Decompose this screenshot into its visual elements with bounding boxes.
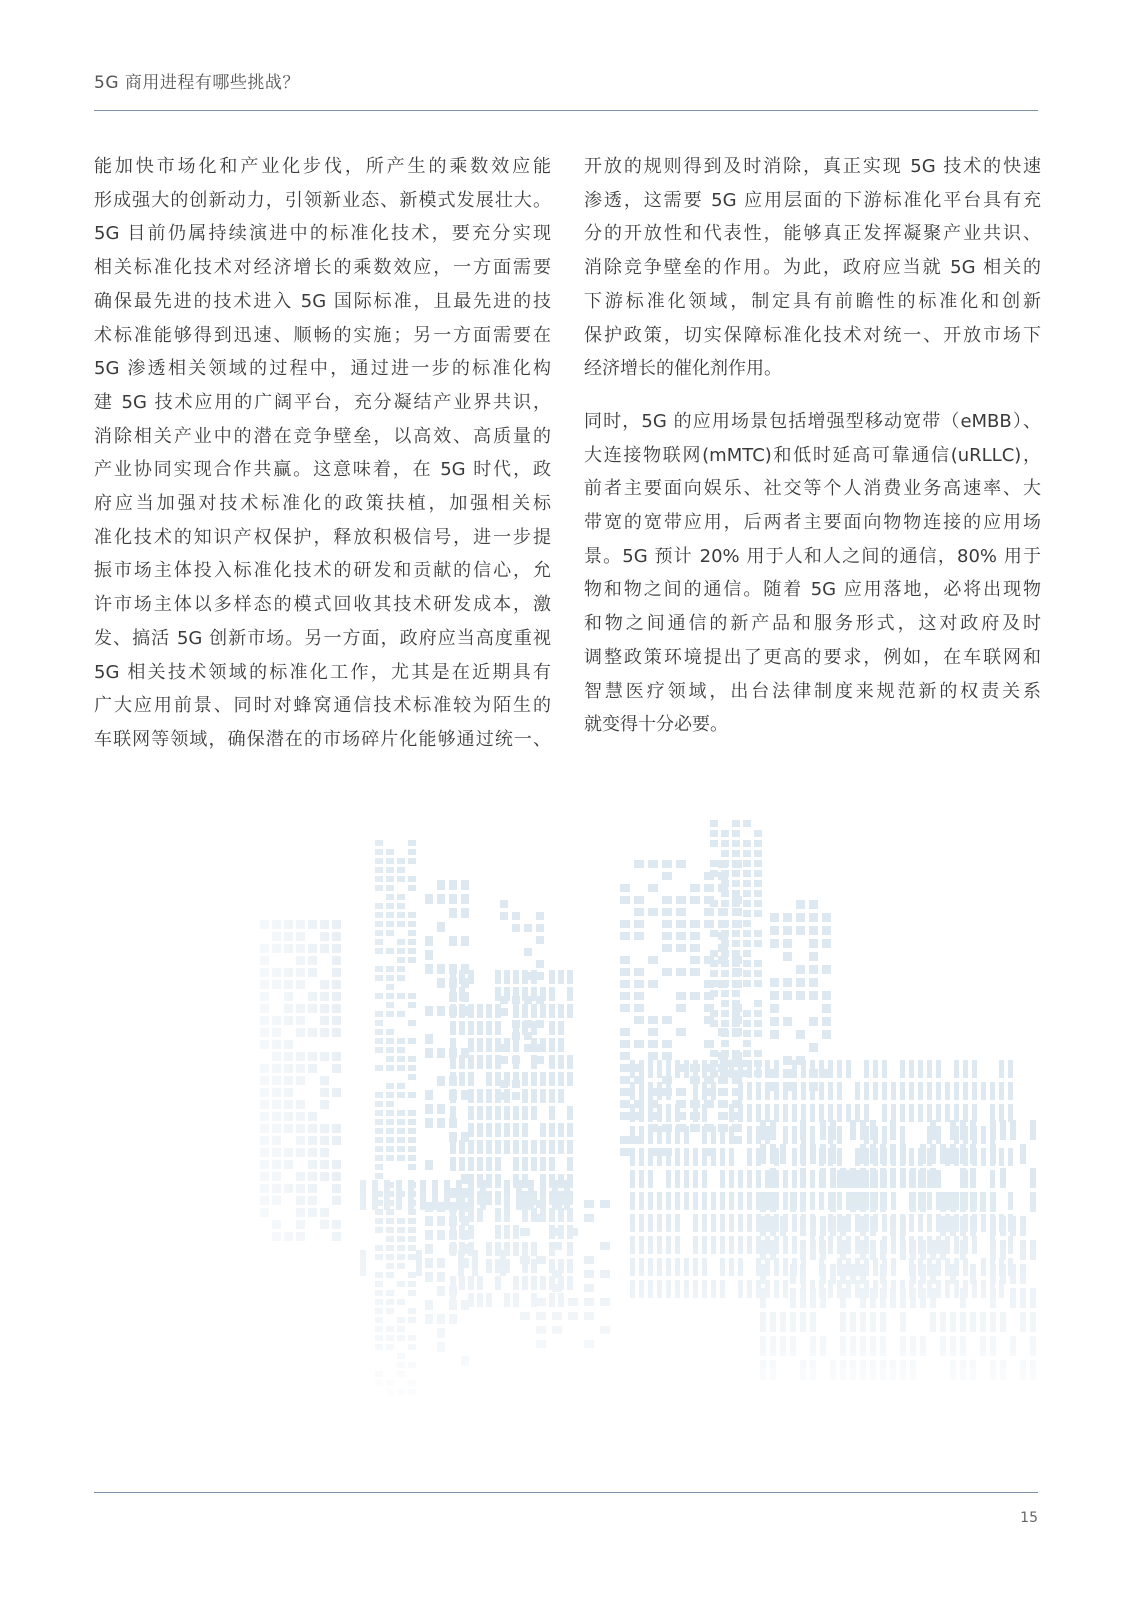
text-line: 5G 目前仍属持续演进中的标准化技术，要充分实现 (94, 223, 551, 245)
text-line: 相关标准化技术对经济增长的乘数效应，一方面需要 (94, 257, 551, 279)
page-number: 15 (1020, 1510, 1038, 1526)
header-divider (94, 110, 1038, 111)
text-line: 开放的规则得到及时消除，真正实现 5G 技术的快速 (584, 156, 1041, 177)
text-line: 景。5G 预计 20% 用于人和人之间的通信，80% 用于 (584, 545, 1041, 567)
text-line: 术标准能够得到迅速、顺畅的实施；另一方面需要在 (94, 324, 551, 346)
running-header-title: 5G 商用进程有哪些挑战？ (94, 73, 300, 93)
paragraph-1 (584, 150, 1041, 386)
text-line: 分的开放性和代表性，能够真正发挥凝聚产业共识、 (584, 223, 1041, 245)
text-line: 许市场主体以多样态的模式回收其技术研发成本，激 (94, 594, 551, 616)
text-line: 调整政策环境提出了更高的要求，例如，在车联网和 (584, 646, 1041, 668)
text-line: 带宽的宽带应用，后两者主要面向物物连接的应用场 (584, 512, 1041, 534)
text-line: 消除相关产业中的潜在竞争壁垒，以高效、高质量的 (94, 425, 551, 447)
paragraph-2 (584, 405, 1041, 742)
body-right-column (584, 150, 1041, 742)
paragraph-spacer (584, 386, 1041, 405)
text-line: 发、搞活 5G 创新市场。另一方面，政府应当高度重视 (94, 627, 551, 649)
text-line: 5G 渗透相关领域的过程中，通过进一步的标准化构 (94, 358, 551, 380)
body-left-column (94, 150, 551, 757)
footer-divider (94, 1492, 1038, 1493)
text-line: 确保最先进的技术进入 5G 国际标准，且最先进的技 (94, 290, 551, 312)
text-line: 建 5G 技术应用的广阔平台，充分凝结产业界共识， (94, 391, 551, 413)
text-line: 府应当加强对技术标准化的政策扶植，加强相关标 (94, 493, 551, 515)
text-line: 能加快市场化和产业化步伐，所产生的乘数效应能 (94, 156, 551, 177)
text-line: 产业协同实现合作共赢。这意味着，在 5G 时代，政 (94, 459, 551, 481)
text-line: 振市场主体投入标准化技术的研发和贡献的信心，允 (94, 560, 551, 582)
text-line: 和物之间通信的新产品和服务形式，这对政府及时 (584, 613, 1041, 635)
text-line: 前者主要面向娱乐、社交等个人消费业务高速率、大 (584, 478, 1041, 500)
text-line: 消除竞争壁垒的作用。为此，政府应当就 5G 相关的 (584, 257, 1041, 279)
text-line: 广大应用前景、同时对蜂窝通信技术标准较为陌生的 (94, 695, 551, 717)
text-line: 物和物之间的通信。随着 5G 应用落地，必将出现物 (584, 579, 1041, 601)
text-line: 形成强大的创新动力，引领新业态、新模式发展壮大。 (94, 189, 551, 211)
text-line: 保护政策，切实保障标准化技术对统一、开放市场下 (584, 324, 1041, 346)
text-line: 渗透，这需要 5G 应用层面的下游标准化平台具有充 (584, 189, 1041, 211)
text-line: 同时，5G 的应用场景包括增强型移动宽带（eMBB）、 (584, 410, 1041, 432)
city-skyline-illustration (200, 820, 1060, 1420)
text-line: 5G 相关技术领域的标准化工作，尤其是在近期具有 (94, 661, 551, 683)
text-line: 经济增长的催化剂作用。 (584, 358, 782, 380)
text-line: 大连接物联网(mMTC)和低时延高可靠通信(uRLLC)， (584, 444, 1041, 466)
text-line: 就变得十分必要。 (584, 714, 728, 736)
text-line: 下游标准化领域，制定具有前瞻性的标准化和创新 (584, 290, 1041, 312)
text-line: 准化技术的知识产权保护，释放积极信号，进一步提 (94, 526, 551, 548)
text-line: 智慧医疗领域，出台法律制度来规范新的权责关系 (584, 680, 1041, 702)
text-line: 车联网等领域，确保潜在的市场碎片化能够通过统一、 (94, 728, 551, 750)
